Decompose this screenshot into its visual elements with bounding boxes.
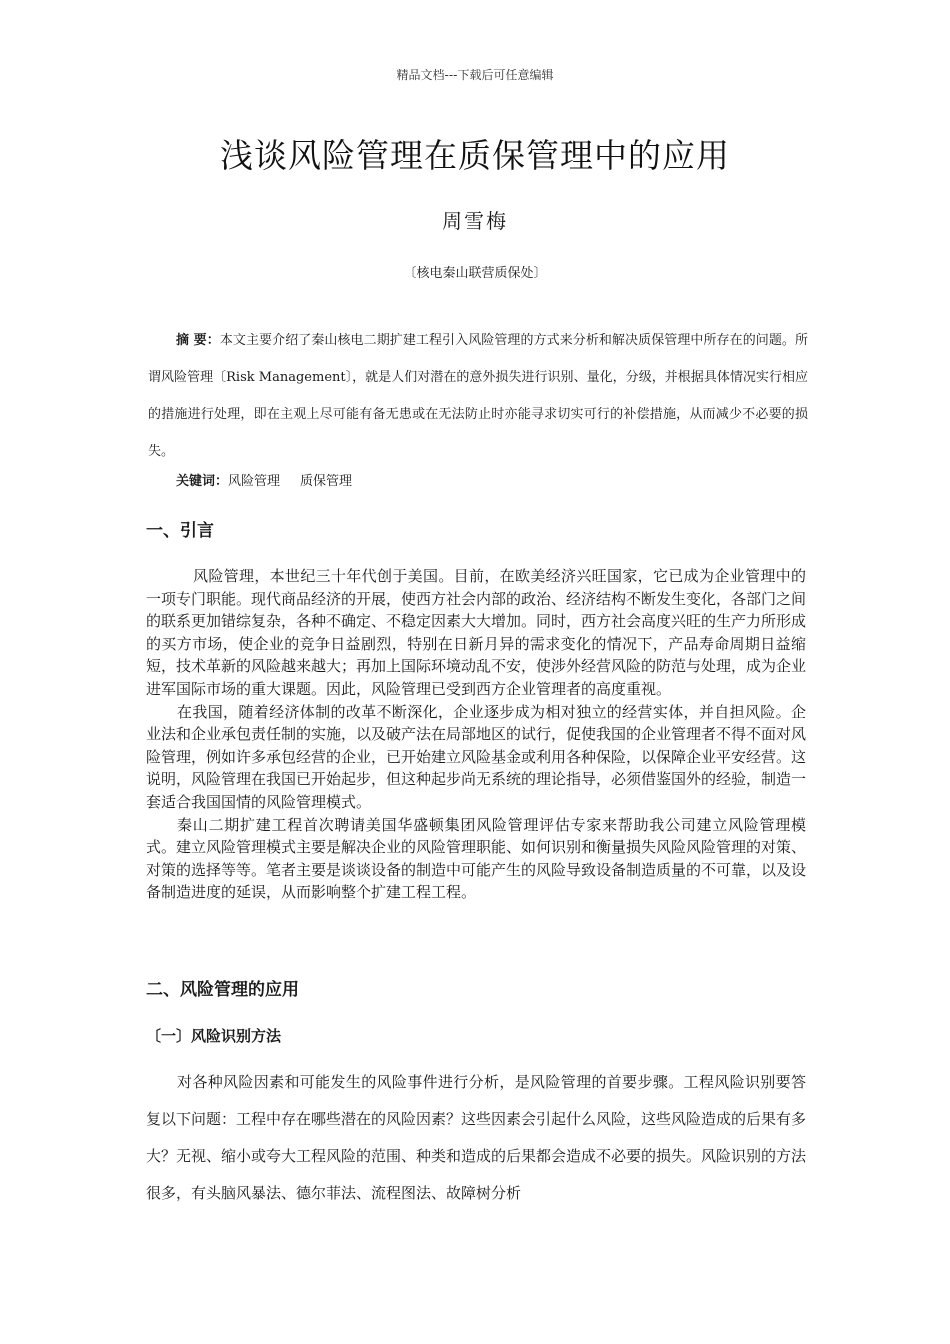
author-affiliation: 〔核电秦山联营质保处〕 bbox=[403, 266, 547, 281]
keywords-line bbox=[176, 470, 372, 489]
body-paragraph: 风险管理，本世纪三十年代创于美国。目前，在欧美经济兴旺国家，它已成为企业管理中的一项专门职能。现代商品经济的开展，使西方社会内部的政治、经济结构不断发生变化，各部门之间的联系更加错综复杂，各种不确定、不稳定因素大大增加。同时，西方社会高度兴旺的生产力所形成的买方市场，使企业的竞争日益剧烈，特别在日新月异的需求变化的情况下，产品寿命周期日益缩短，技术革新的风险越来越大；再加上国际环境动乱不安，使涉外经营风险的防范与处理，成为企业进军国际市场的重大课题。因此，风险管理已受到西方企业管理者的高度重视。 bbox=[146, 567, 807, 698]
section-heading-introduction: 一、引言 bbox=[146, 521, 214, 541]
keyword-item: 质保管理 bbox=[300, 474, 353, 489]
body-paragraph: 在我国，随着经济体制的改革不断深化，企业逐步成为相对独立的经营实体，并自担风险。企业法和企业承包责任制的实施，以及破产法在局部地区的试行，促使我国的企业管理者不得不面对风险管理，例如许多承包经营的企业，已开始建立风险基金或利用各种保险，以保障企业平安经营。这说明，风险管理在我国已开始起步，但这种起步尚无系统的理论指导，必须借鉴国外的经验，制造一套适合我国国情的风险管理模式。 bbox=[146, 702, 807, 811]
keyword-item: 风险管理 bbox=[228, 474, 281, 489]
keywords-label: 关键词： bbox=[176, 474, 229, 489]
section-heading-application: 二、风险管理的应用 bbox=[146, 980, 299, 1000]
body-paragraph: 秦山二期扩建工程首次聘请美国华盛顿集团风险管理评估专家来帮助我公司建立风险管理模式。建立风险管理模式主要是解决企业的风险管理职能、如何识别和衡量损失风险风险管理的对策、对策的选择等等。笔者主要是谈谈设备的制造中可能产生的风险导致设备制造质量的不可靠，以及设备制造进度的延误，从而影响整个扩建工程工程。 bbox=[146, 815, 807, 902]
risk-identification-body bbox=[146, 1064, 806, 1212]
introduction-body bbox=[146, 565, 806, 904]
header-note: 精品文档---下载后可任意编辑 bbox=[396, 68, 554, 82]
abstract-text: 本文主要介绍了秦山核电二期扩建工程引入风险管理的方式来分析和解决质保管理中所存在的问题。所谓风险管理〔Risk Management〕，就是人们对潜在的意外损失进行识别、量化，分级，并根据具体情况实行相应的措施进行处理，即在主观上尽可能有备无患或在无法防止时亦能寻求切实可行的补偿措施，从而减少不必要的损失。 bbox=[148, 333, 808, 459]
abstract-paragraph bbox=[148, 322, 808, 470]
body-paragraph: 对各种风险因素和可能发生的风险事件进行分析，是风险管理的首要步骤。工程风险识别要答复以下问题：工程中存在哪些潜在的风险因素？这些因素会引起什么风险，这些风险造成的后果有多大？无视、缩小或夸大工程风险的范围、种类和造成的后果都会造成不必要的损失。风险识别的方法很多，有头脑风暴法、德尔菲法、流程图法、故障树分析 bbox=[146, 1073, 807, 1202]
author-name: 周雪梅 bbox=[442, 209, 508, 233]
page-title: 浅谈风险管理在质保管理中的应用 bbox=[220, 136, 730, 175]
subsection-heading-risk-identification: 〔一〕风险识别方法 bbox=[146, 1027, 282, 1045]
abstract-label: 摘 要： bbox=[176, 333, 220, 348]
